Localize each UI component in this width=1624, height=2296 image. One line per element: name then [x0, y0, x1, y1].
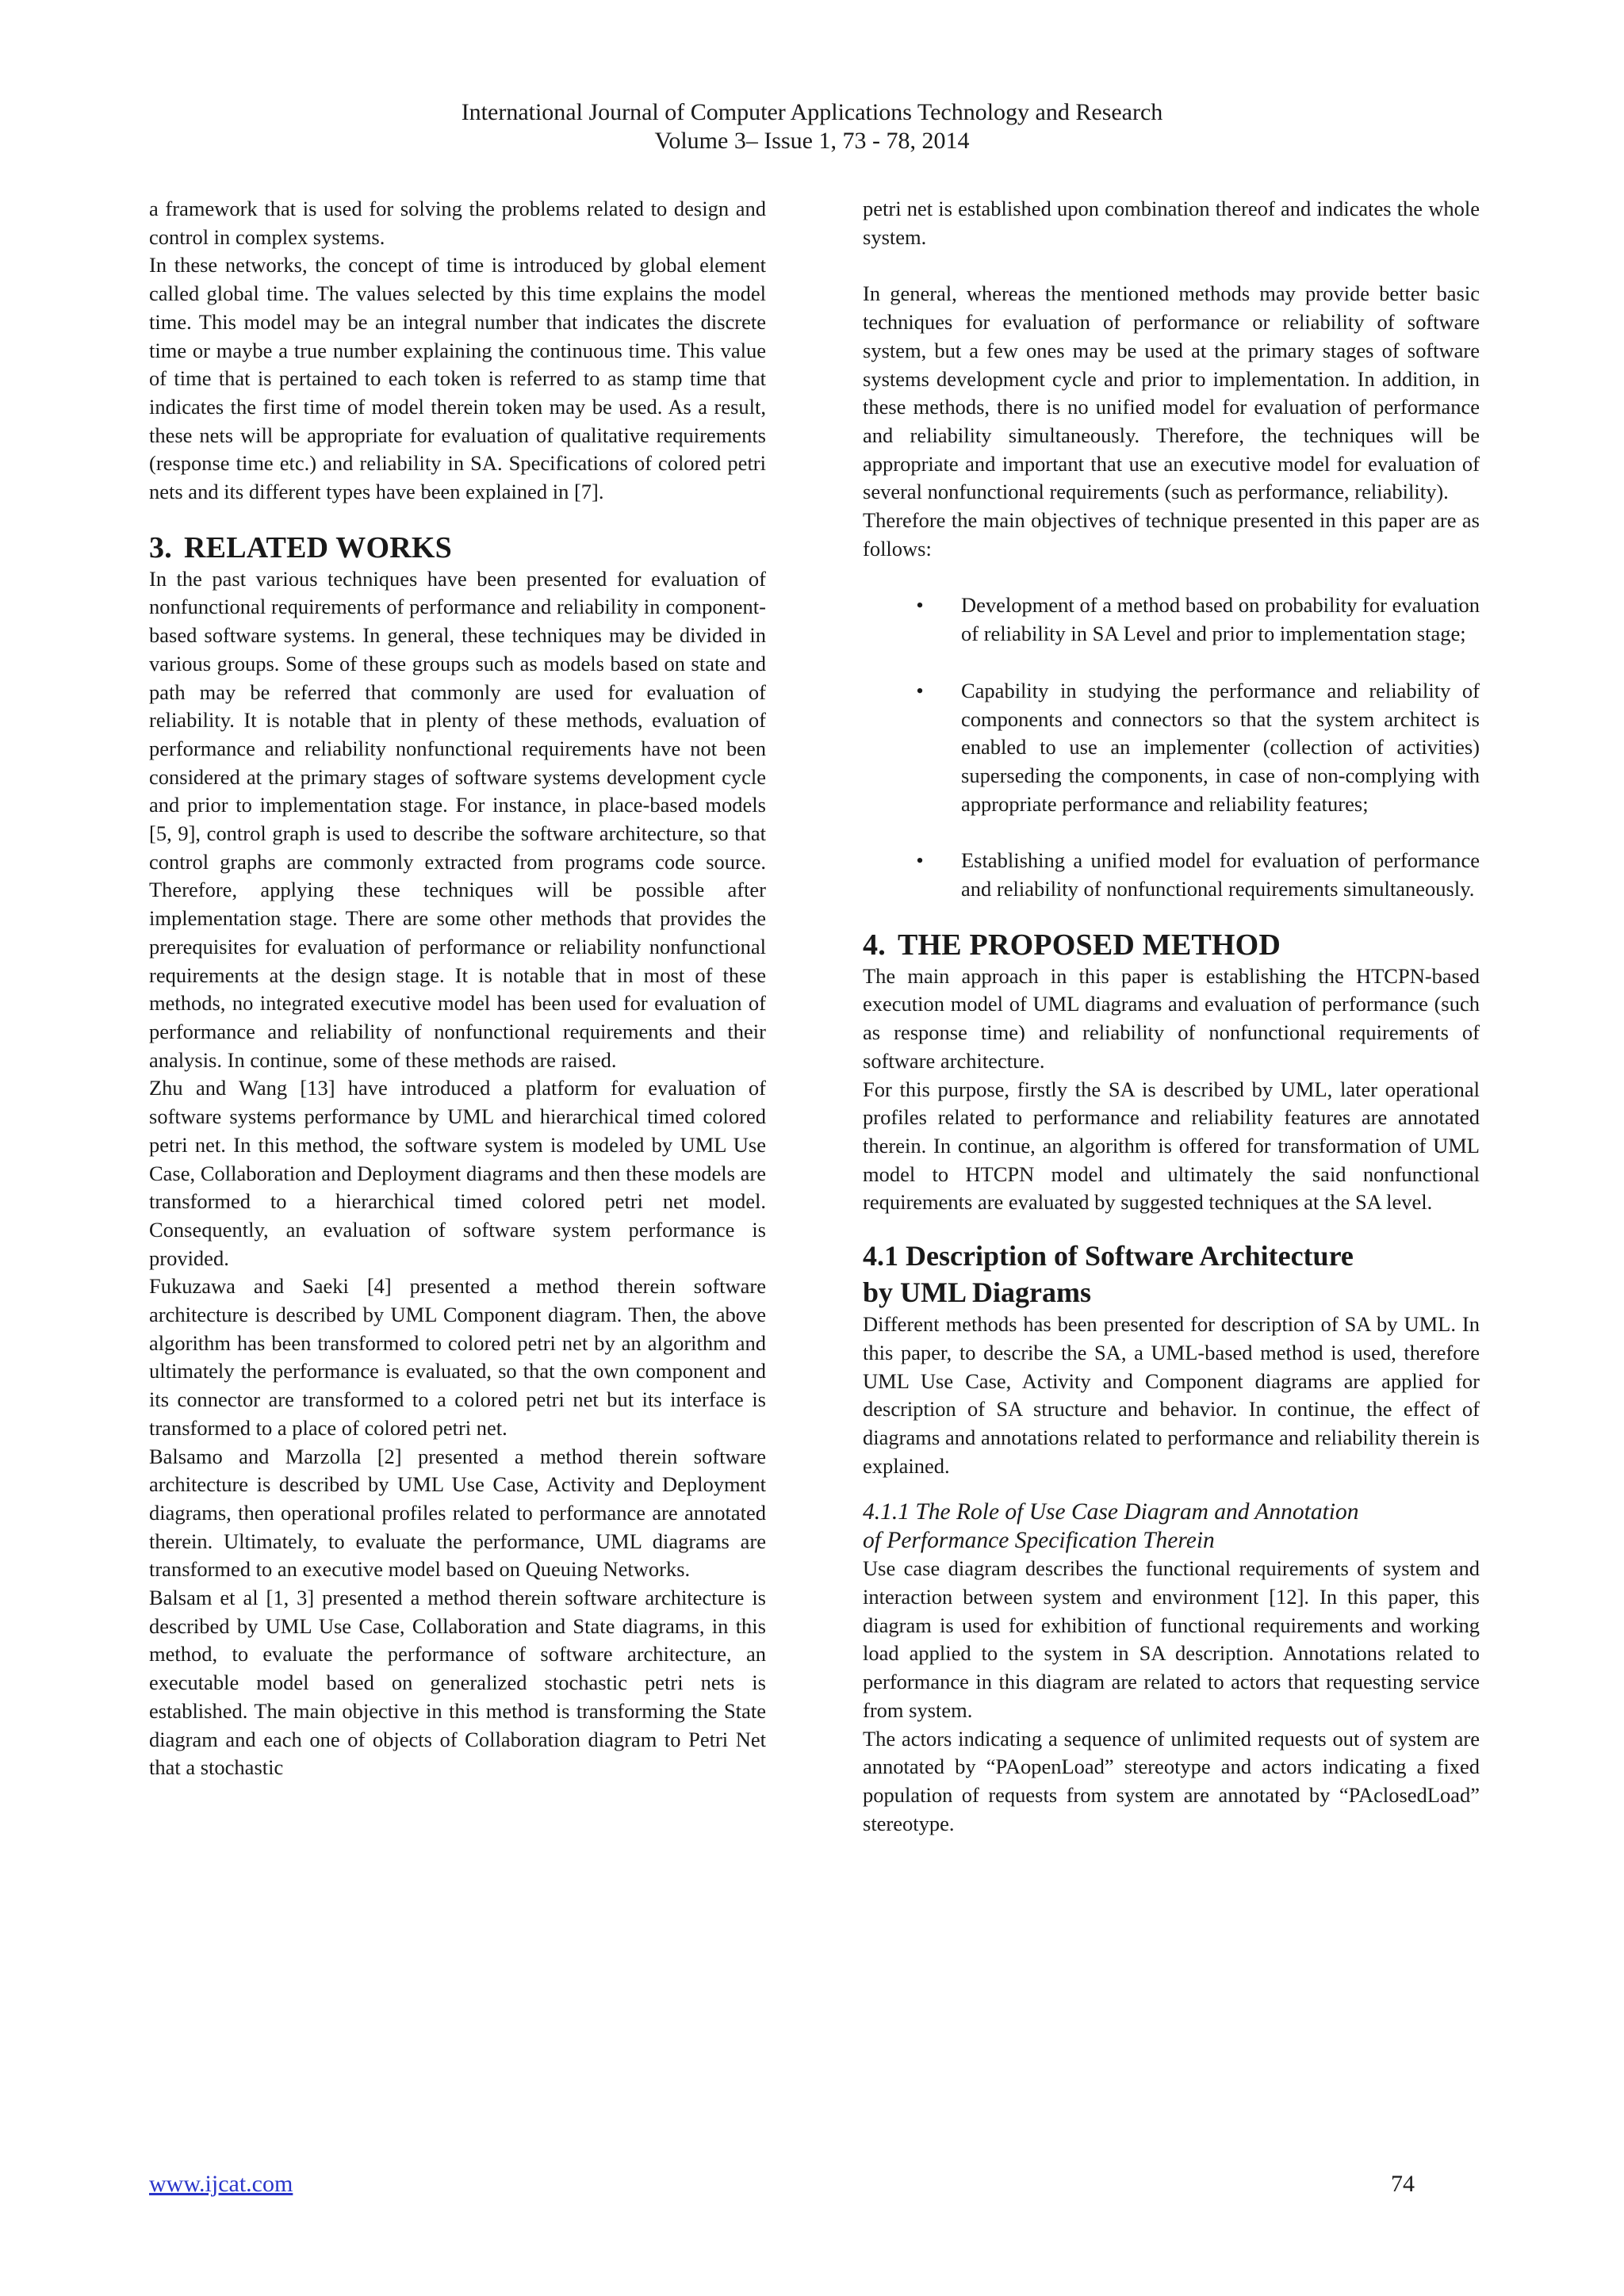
journal-title: International Journal of Computer Applications Technology and Research: [461, 99, 1163, 125]
list-spacer: [863, 649, 1480, 677]
list-spacer: [863, 818, 1480, 847]
list-item: • Establishing a unified model for evaluation of performance and reliability of nonfunctional requirements simultaneously.: [863, 847, 1480, 903]
subsubsection-heading-4-1-1: 4.1.1 The Role of Use Case Diagram and Annotation of Performance Specification Therein: [863, 1499, 1359, 1554]
objectives-list: [863, 591, 1480, 903]
subsection-heading-4-1: 4.1 Description of Software Architecture by UML Diagrams: [863, 1240, 1354, 1309]
left-column: [149, 195, 766, 1782]
list-item: • Capability in studying the performance and reliability of components and connectors so that the system architect is enabled to use an implementer (collection of activities) superseding the components, in case of non-complying with appropriate performance and reliability features;: [863, 677, 1480, 819]
bullet-icon: •: [916, 678, 924, 702]
bullet-icon: •: [916, 848, 924, 873]
paragraph: In these networks, the concept of time is introduced by global element called global time. The values selected by this time explains the model time. This model may be an integral number that indicates the discrete time or maybe a true number explaining the continuous time. This value of time that is pertained to each token is referred to as stamp time that indicates the first time of model therein token may be used. As a result, these nets will be appropriate for evaluation of qualitative requirements (response time etc.) and reliability in SA. Specifications of colored petri nets and its different types have been explained in [7].: [149, 253, 766, 504]
page-header: [0, 98, 1624, 155]
journal-website-link[interactable]: www.ijcat.com: [149, 2171, 293, 2197]
page-number: 74: [1391, 2171, 1415, 2197]
paragraph: petri net is established upon combination thereof and indicates the whole system.: [863, 197, 1480, 249]
paragraph: The actors indicating a sequence of unlimited requests out of system are annotated by “PAopenLoad” stereotype and actors indicating a fixed population of requests from system are annotated by “PAclosedLoad” stereotype.: [863, 1726, 1480, 1835]
list-item: • Development of a method based on probability for evaluation of reliability in SA Level and prior to implementation stage;: [863, 591, 1480, 648]
section-heading-related-works: 3. RELATED WORKS: [149, 530, 452, 564]
paragraph: Use case diagram describes the functional requirements of system and interaction between system and environment [12]. In this paper, this diagram is used for exhibition of functional requirements and working load applied to the system in SA description. Annotations related to performance in this diagram are related to actors that requesting service from system.: [863, 1556, 1480, 1722]
section-heading-proposed-method: 4. THE PROPOSED METHOD: [863, 928, 1281, 962]
paragraph: In the past various techniques have been presented for evaluation of nonfunctional requirements of performance and reliability in component-based software systems. In general, these techniques may be divided in various groups. Some of these groups such as models based on state and path may be referred that commonly are used for evaluation of reliability. It is notable that in plenty of these methods, evaluation of performance and reliability nonfunctional requirements have not been considered at the primary stages of software systems development cycle and prior to implementation stage. For instance, in place-based models [5, 9], control graph is used to describe the software architecture, so that control graphs are commonly extracted from programs code source. Therefore, applying these techniques will be possible after implementation stage. There are some other methods that provides the prerequisites for evaluation of performance or reliability nonfunctional requirements at the design stage. It is notable that in most of these methods, no integrated executive model has been used for evaluation of performance and reliability of nonfunctional requirements and their analysis. In continue, some of these methods are raised.: [149, 566, 766, 1072]
paragraph: In general, whereas the mentioned methods may provide better basic techniques for evaluation of performance or reliability of software system, but a few ones may be used at the primary stages of software systems development cycle and prior to implementation. In addition, in these methods, there is no unified model for evaluation of performance and reliability simultaneously. Therefore, the techniques will be appropriate and important that use an executive model for evaluation of several nonfunctional requirements (such as performance, reliability).: [863, 281, 1480, 504]
paragraph: Different methods has been presented for description of SA by UML. In this paper, to describe the SA, a UML-based method is used, therefore UML Use Case, Activity and Component diagrams are applied for description of SA structure and behavior. In continue, the effect of diagrams and annotations related to performance and reliability therein is explained.: [863, 1312, 1480, 1478]
paragraph: The main approach in this paper is establishing the HTCPN-based execution model of UML diagrams and evaluation of performance (such as response time) and reliability of nonfunctional requirements of software architecture.: [863, 963, 1480, 1073]
paragraph: Fukuzawa and Saeki [4] presented a method therein software architecture is described by UML Component diagram. Then, the above algorithm has been transformed to colored petri net by an algorithm and ultimately the performance is evaluated, so that the own component and its connector are transformed to a colored petri net but its interface is transformed to a place of colored petri net.: [149, 1274, 766, 1440]
paragraph: a framework that is used for solving the problems related to design and control in complex systems.: [149, 197, 766, 249]
right-column: [863, 195, 1480, 1838]
paragraph: Balsamo and Marzolla [2] presented a method therein software architecture is described by UML Use Case, Activity and Deployment diagrams, then operational profiles related to performance are annotated therein. Ultimately, to evaluate the performance, UML diagrams are transformed to an executive model based on Queuing Networks.: [149, 1444, 766, 1582]
paragraph: Balsam et al [1, 3] presented a method therein software architecture is described by UML Use Case, Collaboration and State diagrams, in this method, to evaluate the performance of software architecture, an executable model based on generalized stochastic petri nets is established. The main objective in this method is transforming the State diagram and each one of objects of Collaboration diagram to Petri Net that a stochastic: [149, 1586, 766, 1780]
paragraph: Therefore the main objectives of technique presented in this paper are as follows:: [863, 508, 1480, 561]
paragraph: Zhu and Wang [13] have introduced a platform for evaluation of software systems performance by UML and hierarchical timed colored petri net. In this method, the software system is modeled by UML Use Case, Collaboration and Deployment diagrams and then these models are transformed to a hierarchical timed colored petri net model. Consequently, an evaluation of software system performance is provided.: [149, 1076, 766, 1270]
journal-volume: Volume 3– Issue 1, 73 - 78, 2014: [654, 128, 970, 154]
paragraph: For this purpose, firstly the SA is described by UML, later operational profiles related to performance and reliability features are annotated therein. In continue, an algorithm is offered for transformation of UML model to HTCPN model and ultimately the said nonfunctional requirements are evaluated by suggested techniques at the SA level.: [863, 1077, 1480, 1215]
bullet-icon: •: [916, 593, 924, 618]
